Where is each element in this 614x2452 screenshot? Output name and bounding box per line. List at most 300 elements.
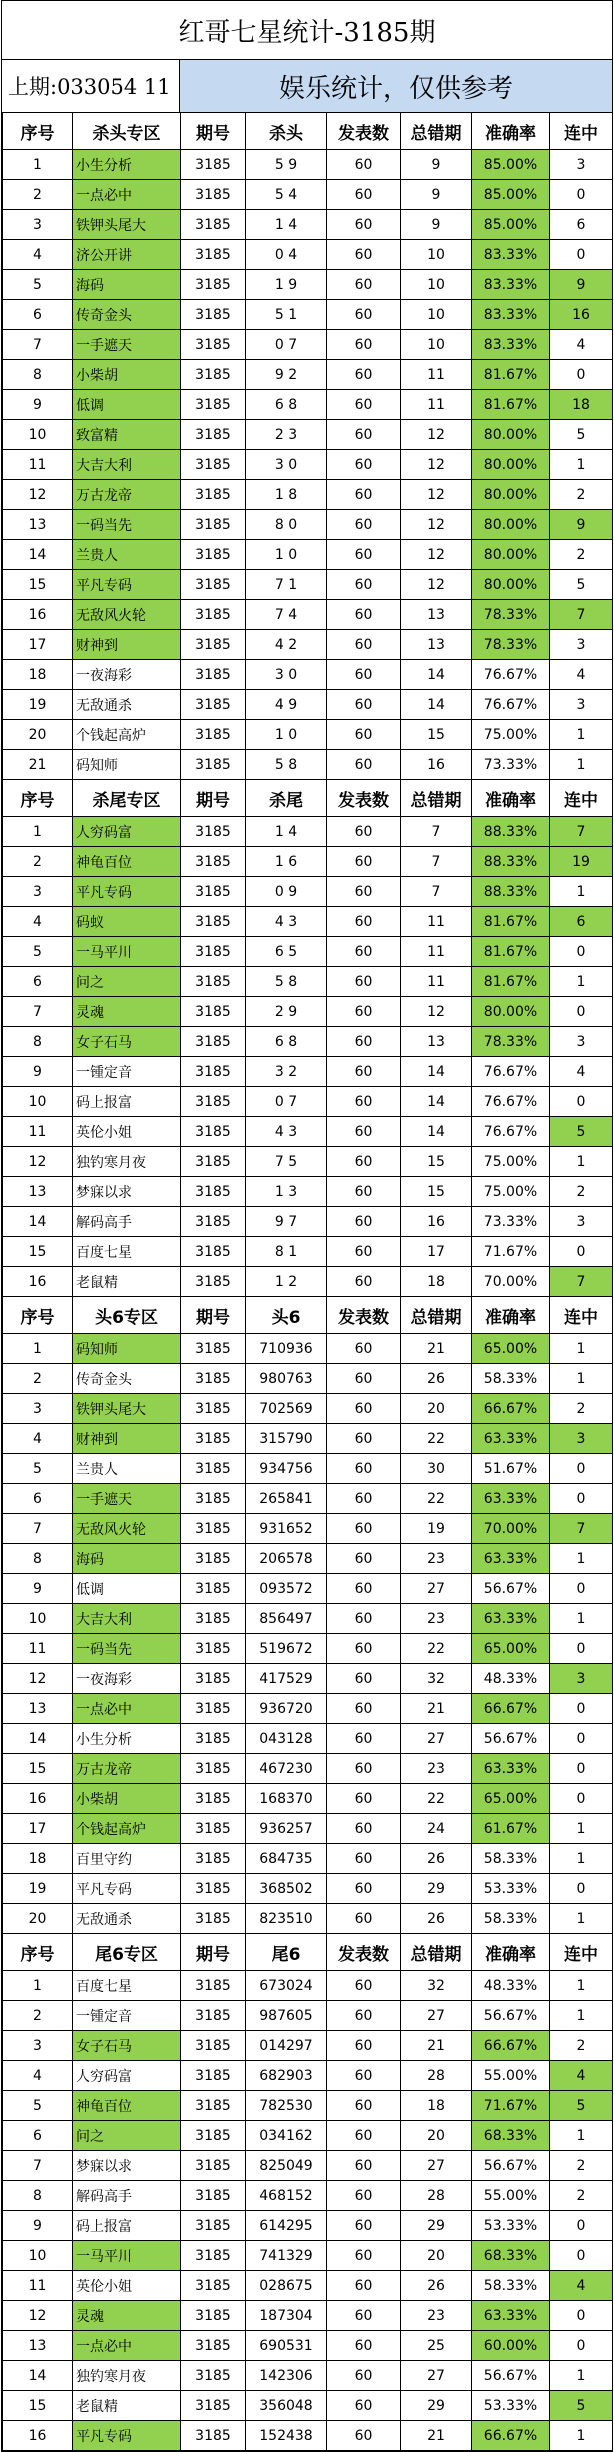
cell-streak: 7 bbox=[550, 817, 613, 847]
cell-index: 18 bbox=[3, 660, 73, 690]
table-row bbox=[3, 1424, 613, 1454]
table-row bbox=[3, 450, 613, 480]
cell-posts: 60 bbox=[327, 1334, 401, 1364]
cell-period: 3185 bbox=[181, 300, 246, 330]
cell-name: 老鼠精 bbox=[73, 1267, 181, 1297]
column-header-name: 头6专区 bbox=[73, 1297, 181, 1334]
cell-posts: 60 bbox=[327, 1237, 401, 1267]
cell-posts: 60 bbox=[327, 600, 401, 630]
cell-accuracy: 81.67% bbox=[472, 937, 550, 967]
cell-name: 致富精 bbox=[73, 420, 181, 450]
cell-errors: 11 bbox=[401, 360, 472, 390]
cell-errors: 10 bbox=[401, 300, 472, 330]
cell-period: 3185 bbox=[181, 2091, 246, 2121]
cell-errors: 26 bbox=[401, 1844, 472, 1874]
column-header-errors: 总错期 bbox=[401, 1934, 472, 1971]
cell-index: 2 bbox=[3, 2001, 73, 2031]
cell-posts: 60 bbox=[327, 2031, 401, 2061]
cell-period: 3185 bbox=[181, 180, 246, 210]
cell-name: 一点必中 bbox=[73, 2331, 181, 2361]
table-row bbox=[3, 2271, 613, 2301]
column-header-number: 头6 bbox=[246, 1297, 327, 1334]
cell-name: 平凡专码 bbox=[73, 570, 181, 600]
cell-number: 6 8 bbox=[246, 390, 327, 420]
cell-index: 8 bbox=[3, 1027, 73, 1057]
cell-accuracy: 65.00% bbox=[472, 1334, 550, 1364]
cell-number: 1 9 bbox=[246, 270, 327, 300]
cell-number: 6 8 bbox=[246, 1027, 327, 1057]
cell-index: 14 bbox=[3, 1207, 73, 1237]
column-header-accuracy: 准确率 bbox=[472, 1934, 550, 1971]
column-header-index: 序号 bbox=[3, 1297, 73, 1334]
cell-index: 10 bbox=[3, 1087, 73, 1117]
cell-accuracy: 56.67% bbox=[472, 1574, 550, 1604]
table-row bbox=[3, 300, 613, 330]
cell-errors: 22 bbox=[401, 1784, 472, 1814]
cell-name: 小生分析 bbox=[73, 1724, 181, 1754]
cell-period: 3185 bbox=[181, 1514, 246, 1544]
cell-posts: 60 bbox=[327, 2181, 401, 2211]
previous-draw-label: 上期:033054 11 bbox=[2, 60, 180, 112]
table-row bbox=[3, 180, 613, 210]
stats-table-body bbox=[3, 113, 613, 2451]
cell-streak: 1 bbox=[550, 450, 613, 480]
table-row bbox=[3, 1147, 613, 1177]
cell-index: 14 bbox=[3, 2361, 73, 2391]
cell-streak: 1 bbox=[550, 2361, 613, 2391]
cell-number: 7 5 bbox=[246, 1147, 327, 1177]
cell-index: 11 bbox=[3, 450, 73, 480]
cell-index: 1 bbox=[3, 1971, 73, 2001]
cell-name: 英伦小姐 bbox=[73, 2271, 181, 2301]
cell-streak: 5 bbox=[550, 2391, 613, 2421]
table-row bbox=[3, 240, 613, 270]
cell-errors: 18 bbox=[401, 2091, 472, 2121]
table-row bbox=[3, 2031, 613, 2061]
table-row bbox=[3, 2091, 613, 2121]
cell-streak: 3 bbox=[550, 630, 613, 660]
cell-number: 9 7 bbox=[246, 1207, 327, 1237]
cell-number: 1 4 bbox=[246, 210, 327, 240]
cell-streak: 5 bbox=[550, 1117, 613, 1147]
cell-number: 168370 bbox=[246, 1784, 327, 1814]
cell-posts: 60 bbox=[327, 2061, 401, 2091]
cell-streak: 0 bbox=[550, 1784, 613, 1814]
cell-streak: 0 bbox=[550, 2211, 613, 2241]
cell-errors: 21 bbox=[401, 2421, 472, 2451]
cell-period: 3185 bbox=[181, 450, 246, 480]
table-row bbox=[3, 2361, 613, 2391]
cell-number: 1 0 bbox=[246, 540, 327, 570]
column-header-accuracy: 准确率 bbox=[472, 113, 550, 150]
table-row bbox=[3, 2001, 613, 2031]
cell-posts: 60 bbox=[327, 270, 401, 300]
cell-period: 3185 bbox=[181, 997, 246, 1027]
cell-posts: 60 bbox=[327, 2091, 401, 2121]
cell-number: 5 8 bbox=[246, 967, 327, 997]
cell-number: 7 1 bbox=[246, 570, 327, 600]
cell-errors: 15 bbox=[401, 720, 472, 750]
cell-streak: 5 bbox=[550, 420, 613, 450]
cell-index: 5 bbox=[3, 937, 73, 967]
cell-streak: 3 bbox=[550, 1664, 613, 1694]
cell-name: 解码高手 bbox=[73, 2181, 181, 2211]
cell-number: 315790 bbox=[246, 1424, 327, 1454]
cell-period: 3185 bbox=[181, 420, 246, 450]
cell-accuracy: 78.33% bbox=[472, 630, 550, 660]
cell-period: 3185 bbox=[181, 907, 246, 937]
cell-period: 3185 bbox=[181, 1844, 246, 1874]
cell-accuracy: 68.33% bbox=[472, 2121, 550, 2151]
cell-streak: 1 bbox=[550, 2001, 613, 2031]
cell-accuracy: 68.33% bbox=[472, 2241, 550, 2271]
cell-name: 一点必中 bbox=[73, 1694, 181, 1724]
cell-streak: 9 bbox=[550, 510, 613, 540]
cell-accuracy: 63.33% bbox=[472, 1604, 550, 1634]
cell-streak: 2 bbox=[550, 2181, 613, 2211]
cell-period: 3185 bbox=[181, 510, 246, 540]
cell-streak: 0 bbox=[550, 1724, 613, 1754]
cell-errors: 27 bbox=[401, 2001, 472, 2031]
cell-accuracy: 60.00% bbox=[472, 2331, 550, 2361]
cell-accuracy: 83.33% bbox=[472, 300, 550, 330]
cell-streak: 1 bbox=[550, 750, 613, 780]
cell-errors: 25 bbox=[401, 2331, 472, 2361]
cell-errors: 20 bbox=[401, 1394, 472, 1424]
cell-index: 8 bbox=[3, 360, 73, 390]
cell-name: 百度七星 bbox=[73, 1237, 181, 1267]
cell-number: 825049 bbox=[246, 2151, 327, 2181]
cell-number: 673024 bbox=[246, 1971, 327, 2001]
cell-number: 9 2 bbox=[246, 360, 327, 390]
cell-posts: 60 bbox=[327, 2001, 401, 2031]
cell-accuracy: 56.67% bbox=[472, 2151, 550, 2181]
cell-accuracy: 70.00% bbox=[472, 1514, 550, 1544]
cell-accuracy: 63.33% bbox=[472, 1424, 550, 1454]
table-row bbox=[3, 2181, 613, 2211]
cell-index: 19 bbox=[3, 1874, 73, 1904]
cell-errors: 14 bbox=[401, 690, 472, 720]
cell-errors: 11 bbox=[401, 907, 472, 937]
cell-index: 6 bbox=[3, 1484, 73, 1514]
cell-streak: 1 bbox=[550, 2421, 613, 2451]
table-row bbox=[3, 1087, 613, 1117]
cell-number: 2 3 bbox=[246, 420, 327, 450]
cell-accuracy: 70.00% bbox=[472, 1267, 550, 1297]
cell-posts: 60 bbox=[327, 330, 401, 360]
cell-posts: 60 bbox=[327, 1147, 401, 1177]
cell-name: 小柴胡 bbox=[73, 1784, 181, 1814]
cell-name: 一点必中 bbox=[73, 180, 181, 210]
cell-posts: 60 bbox=[327, 300, 401, 330]
cell-index: 15 bbox=[3, 1754, 73, 1784]
cell-accuracy: 73.33% bbox=[472, 1207, 550, 1237]
cell-errors: 29 bbox=[401, 2391, 472, 2421]
cell-accuracy: 80.00% bbox=[472, 540, 550, 570]
cell-period: 3185 bbox=[181, 1754, 246, 1784]
cell-posts: 60 bbox=[327, 2421, 401, 2451]
table-row bbox=[3, 420, 613, 450]
cell-index: 3 bbox=[3, 1394, 73, 1424]
cell-index: 5 bbox=[3, 270, 73, 300]
cell-accuracy: 75.00% bbox=[472, 1147, 550, 1177]
cell-index: 3 bbox=[3, 2031, 73, 2061]
cell-errors: 11 bbox=[401, 967, 472, 997]
column-header-number: 尾6 bbox=[246, 1934, 327, 1971]
cell-number: 467230 bbox=[246, 1754, 327, 1784]
cell-accuracy: 58.33% bbox=[472, 1904, 550, 1934]
cell-errors: 12 bbox=[401, 480, 472, 510]
cell-name: 梦寐以求 bbox=[73, 1177, 181, 1207]
cell-period: 3185 bbox=[181, 240, 246, 270]
cell-period: 3185 bbox=[181, 967, 246, 997]
cell-index: 1 bbox=[3, 150, 73, 180]
cell-accuracy: 63.33% bbox=[472, 1484, 550, 1514]
cell-index: 6 bbox=[3, 2121, 73, 2151]
cell-accuracy: 73.33% bbox=[472, 750, 550, 780]
cell-streak: 0 bbox=[550, 360, 613, 390]
table-row bbox=[3, 690, 613, 720]
cell-number: 1 0 bbox=[246, 720, 327, 750]
cell-posts: 60 bbox=[327, 450, 401, 480]
table-row bbox=[3, 2301, 613, 2331]
cell-index: 19 bbox=[3, 690, 73, 720]
cell-name: 一夜海彩 bbox=[73, 1664, 181, 1694]
cell-index: 11 bbox=[3, 1634, 73, 1664]
cell-accuracy: 80.00% bbox=[472, 480, 550, 510]
cell-period: 3185 bbox=[181, 210, 246, 240]
table-row bbox=[3, 270, 613, 300]
cell-errors: 20 bbox=[401, 2121, 472, 2151]
cell-streak: 5 bbox=[550, 570, 613, 600]
cell-accuracy: 56.67% bbox=[472, 1724, 550, 1754]
cell-posts: 60 bbox=[327, 847, 401, 877]
cell-accuracy: 65.00% bbox=[472, 1784, 550, 1814]
cell-period: 3185 bbox=[181, 1147, 246, 1177]
column-header-number: 杀头 bbox=[246, 113, 327, 150]
cell-index: 11 bbox=[3, 2271, 73, 2301]
cell-period: 3185 bbox=[181, 877, 246, 907]
table-row bbox=[3, 1454, 613, 1484]
cell-errors: 13 bbox=[401, 630, 472, 660]
cell-streak: 4 bbox=[550, 2061, 613, 2091]
cell-errors: 14 bbox=[401, 1117, 472, 1147]
cell-posts: 60 bbox=[327, 1971, 401, 2001]
section-header-row bbox=[3, 113, 613, 150]
cell-number: 936257 bbox=[246, 1814, 327, 1844]
cell-name: 海码 bbox=[73, 270, 181, 300]
cell-number: 710936 bbox=[246, 1334, 327, 1364]
cell-accuracy: 80.00% bbox=[472, 420, 550, 450]
cell-errors: 10 bbox=[401, 240, 472, 270]
table-row bbox=[3, 1724, 613, 1754]
cell-accuracy: 53.33% bbox=[472, 2211, 550, 2241]
cell-streak: 4 bbox=[550, 2271, 613, 2301]
table-row bbox=[3, 750, 613, 780]
cell-streak: 0 bbox=[550, 1574, 613, 1604]
cell-posts: 60 bbox=[327, 2391, 401, 2421]
cell-posts: 60 bbox=[327, 877, 401, 907]
disclaimer-note: 娱乐统计，仅供参考 bbox=[180, 60, 612, 112]
cell-index: 9 bbox=[3, 2211, 73, 2241]
cell-index: 20 bbox=[3, 720, 73, 750]
cell-posts: 60 bbox=[327, 1574, 401, 1604]
cell-accuracy: 63.33% bbox=[472, 1754, 550, 1784]
cell-period: 3185 bbox=[181, 847, 246, 877]
sub-header bbox=[2, 60, 612, 113]
cell-errors: 13 bbox=[401, 1027, 472, 1057]
cell-posts: 60 bbox=[327, 1394, 401, 1424]
cell-streak: 1 bbox=[550, 720, 613, 750]
cell-index: 10 bbox=[3, 2241, 73, 2271]
cell-period: 3185 bbox=[181, 1087, 246, 1117]
cell-index: 11 bbox=[3, 1117, 73, 1147]
table-row bbox=[3, 937, 613, 967]
cell-period: 3185 bbox=[181, 570, 246, 600]
cell-errors: 12 bbox=[401, 450, 472, 480]
cell-name: 梦寐以求 bbox=[73, 2151, 181, 2181]
cell-posts: 60 bbox=[327, 2301, 401, 2331]
cell-accuracy: 58.33% bbox=[472, 2271, 550, 2301]
cell-number: 368502 bbox=[246, 1874, 327, 1904]
cell-accuracy: 81.67% bbox=[472, 967, 550, 997]
cell-period: 3185 bbox=[181, 630, 246, 660]
cell-period: 3185 bbox=[181, 2001, 246, 2031]
cell-posts: 60 bbox=[327, 660, 401, 690]
cell-period: 3185 bbox=[181, 1027, 246, 1057]
cell-name: 问之 bbox=[73, 967, 181, 997]
cell-period: 3185 bbox=[181, 2121, 246, 2151]
cell-number: 417529 bbox=[246, 1664, 327, 1694]
cell-number: 7 4 bbox=[246, 600, 327, 630]
table-row bbox=[3, 2211, 613, 2241]
cell-accuracy: 53.33% bbox=[472, 1874, 550, 1904]
cell-accuracy: 56.67% bbox=[472, 2001, 550, 2031]
column-header-errors: 总错期 bbox=[401, 113, 472, 150]
cell-period: 3185 bbox=[181, 1334, 246, 1364]
column-header-posts: 发表数 bbox=[327, 1297, 401, 1334]
cell-accuracy: 66.67% bbox=[472, 1394, 550, 1424]
cell-period: 3185 bbox=[181, 2331, 246, 2361]
cell-accuracy: 88.33% bbox=[472, 847, 550, 877]
column-header-name: 杀头专区 bbox=[73, 113, 181, 150]
cell-period: 3185 bbox=[181, 600, 246, 630]
cell-period: 3185 bbox=[181, 690, 246, 720]
cell-streak: 1 bbox=[550, 2121, 613, 2151]
cell-posts: 60 bbox=[327, 510, 401, 540]
section-header-row bbox=[3, 1297, 613, 1334]
cell-name: 一码当先 bbox=[73, 510, 181, 540]
cell-streak: 2 bbox=[550, 1394, 613, 1424]
cell-number: 043128 bbox=[246, 1724, 327, 1754]
column-header-errors: 总错期 bbox=[401, 780, 472, 817]
cell-streak: 0 bbox=[550, 997, 613, 1027]
cell-accuracy: 65.00% bbox=[472, 1634, 550, 1664]
cell-posts: 60 bbox=[327, 1724, 401, 1754]
cell-accuracy: 85.00% bbox=[472, 180, 550, 210]
cell-number: 8 1 bbox=[246, 1237, 327, 1267]
table-row bbox=[3, 1514, 613, 1544]
cell-number: 0 7 bbox=[246, 1087, 327, 1117]
cell-number: 468152 bbox=[246, 2181, 327, 2211]
cell-number: 3 0 bbox=[246, 660, 327, 690]
cell-accuracy: 85.00% bbox=[472, 210, 550, 240]
cell-posts: 60 bbox=[327, 937, 401, 967]
cell-streak: 3 bbox=[550, 1207, 613, 1237]
cell-posts: 60 bbox=[327, 1694, 401, 1724]
cell-errors: 16 bbox=[401, 750, 472, 780]
cell-name: 低调 bbox=[73, 390, 181, 420]
cell-name: 兰贵人 bbox=[73, 1454, 181, 1484]
cell-streak: 1 bbox=[550, 1544, 613, 1574]
cell-streak: 1 bbox=[550, 877, 613, 907]
cell-name: 码上报富 bbox=[73, 2211, 181, 2241]
cell-posts: 60 bbox=[327, 2331, 401, 2361]
cell-accuracy: 80.00% bbox=[472, 510, 550, 540]
cell-streak: 1 bbox=[550, 1844, 613, 1874]
table-row bbox=[3, 1544, 613, 1574]
cell-errors: 7 bbox=[401, 817, 472, 847]
cell-posts: 60 bbox=[327, 2361, 401, 2391]
cell-number: 4 3 bbox=[246, 907, 327, 937]
cell-number: 5 1 bbox=[246, 300, 327, 330]
cell-period: 3185 bbox=[181, 1694, 246, 1724]
cell-errors: 14 bbox=[401, 1087, 472, 1117]
cell-posts: 60 bbox=[327, 1027, 401, 1057]
cell-posts: 60 bbox=[327, 240, 401, 270]
cell-number: 4 2 bbox=[246, 630, 327, 660]
cell-number: 0 9 bbox=[246, 877, 327, 907]
table-row bbox=[3, 2151, 613, 2181]
cell-posts: 60 bbox=[327, 570, 401, 600]
cell-name: 小柴胡 bbox=[73, 360, 181, 390]
cell-index: 7 bbox=[3, 997, 73, 1027]
cell-errors: 21 bbox=[401, 1334, 472, 1364]
cell-number: 741329 bbox=[246, 2241, 327, 2271]
cell-accuracy: 61.67% bbox=[472, 1814, 550, 1844]
cell-name: 码知师 bbox=[73, 1334, 181, 1364]
cell-streak: 0 bbox=[550, 1237, 613, 1267]
cell-streak: 4 bbox=[550, 330, 613, 360]
cell-index: 6 bbox=[3, 967, 73, 997]
cell-period: 3185 bbox=[181, 480, 246, 510]
table-row bbox=[3, 1484, 613, 1514]
cell-accuracy: 83.33% bbox=[472, 240, 550, 270]
cell-posts: 60 bbox=[327, 1874, 401, 1904]
cell-period: 3185 bbox=[181, 2391, 246, 2421]
cell-index: 12 bbox=[3, 1147, 73, 1177]
cell-index: 4 bbox=[3, 907, 73, 937]
cell-number: 702569 bbox=[246, 1394, 327, 1424]
table-row bbox=[3, 630, 613, 660]
cell-streak: 2 bbox=[550, 540, 613, 570]
cell-number: 142306 bbox=[246, 2361, 327, 2391]
cell-errors: 30 bbox=[401, 1454, 472, 1484]
cell-errors: 20 bbox=[401, 2241, 472, 2271]
table-row bbox=[3, 1574, 613, 1604]
cell-errors: 29 bbox=[401, 1874, 472, 1904]
cell-accuracy: 76.67% bbox=[472, 1057, 550, 1087]
cell-name: 一马平川 bbox=[73, 2241, 181, 2271]
cell-streak: 18 bbox=[550, 390, 613, 420]
cell-name: 英伦小姐 bbox=[73, 1117, 181, 1147]
cell-accuracy: 88.33% bbox=[472, 817, 550, 847]
cell-posts: 60 bbox=[327, 420, 401, 450]
cell-name: 独钓寒月夜 bbox=[73, 1147, 181, 1177]
cell-index: 2 bbox=[3, 847, 73, 877]
cell-name: 无敌风火轮 bbox=[73, 600, 181, 630]
cell-period: 3185 bbox=[181, 1664, 246, 1694]
